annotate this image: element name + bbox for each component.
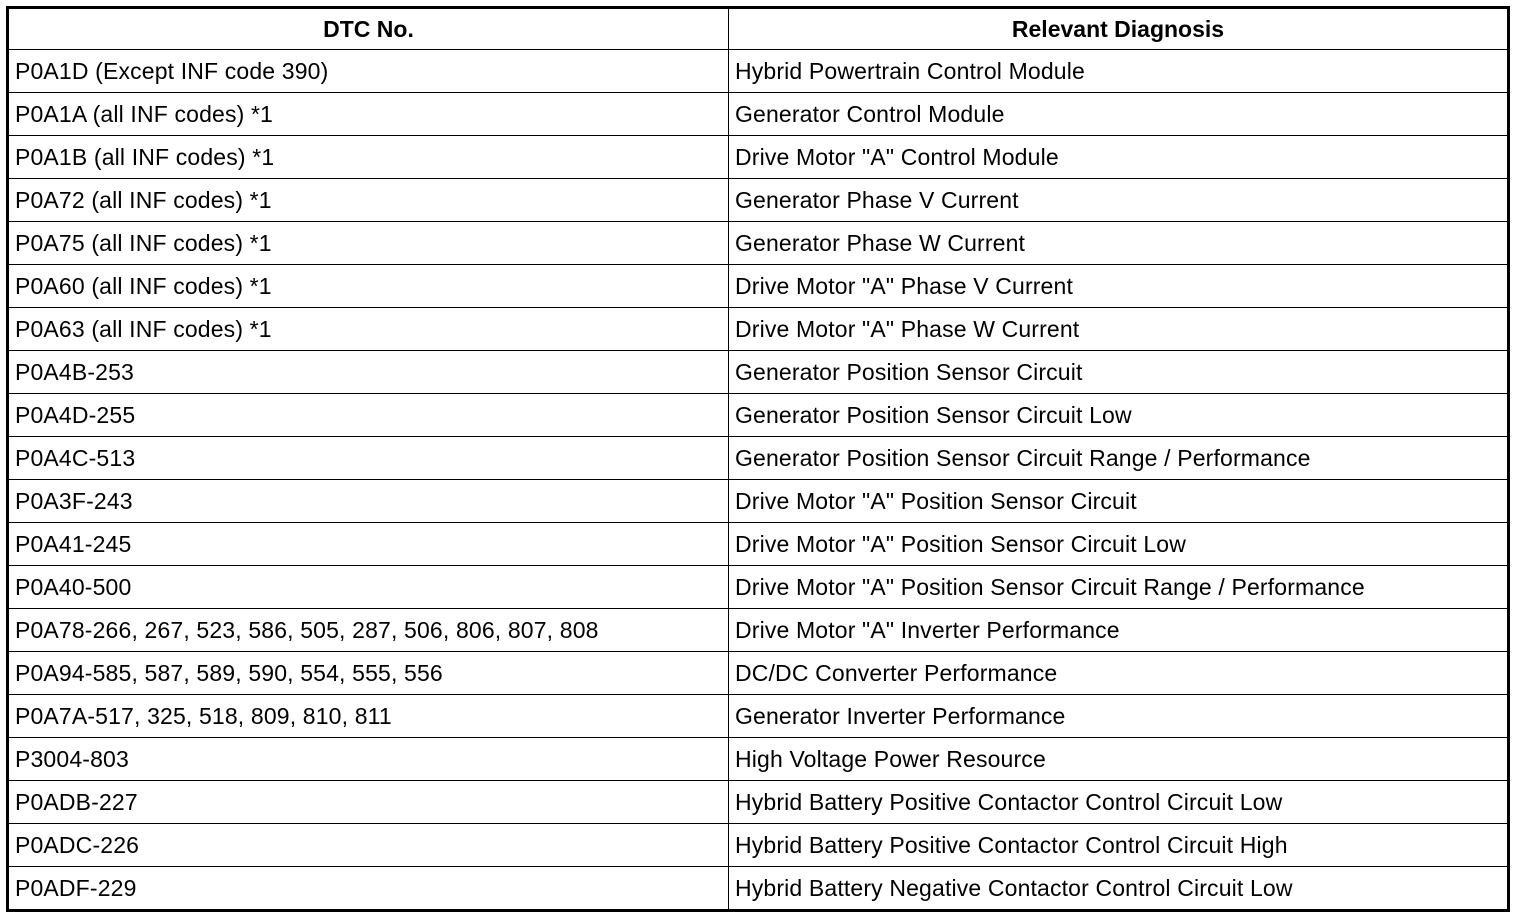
dtc-cell: P0A7A-517, 325, 518, 809, 810, 811 xyxy=(8,695,729,738)
dtc-cell: P0A40-500 xyxy=(8,566,729,609)
dtc-cell: P0A4B-253 xyxy=(8,351,729,394)
table-row xyxy=(8,394,1509,437)
dtc-cell: P0A41-245 xyxy=(8,523,729,566)
dtc-cell: P0ADC-226 xyxy=(8,824,729,867)
table-row xyxy=(8,93,1509,136)
header-dtc-number: DTC No. xyxy=(8,8,729,50)
diagnosis-cell: Generator Phase W Current xyxy=(729,222,1509,265)
dtc-cell: P0A1B (all INF codes) *1 xyxy=(8,136,729,179)
dtc-cell: P0ADF-229 xyxy=(8,867,729,911)
header-row xyxy=(8,8,1509,50)
table-row xyxy=(8,566,1509,609)
diagnosis-cell: High Voltage Power Resource xyxy=(729,738,1509,781)
diagnosis-cell: Drive Motor "A" Control Module xyxy=(729,136,1509,179)
table-row xyxy=(8,609,1509,652)
dtc-diagnosis-table xyxy=(6,6,1510,912)
table-row xyxy=(8,480,1509,523)
table-row xyxy=(8,781,1509,824)
diagnosis-cell: Generator Position Sensor Circuit Range / Performance xyxy=(729,437,1509,480)
table-row xyxy=(8,351,1509,394)
diagnosis-cell: Drive Motor "A" Position Sensor Circuit Range / Performance xyxy=(729,566,1509,609)
diagnosis-cell: Generator Position Sensor Circuit xyxy=(729,351,1509,394)
table-row xyxy=(8,136,1509,179)
diagnosis-cell: Drive Motor "A" Position Sensor Circuit Low xyxy=(729,523,1509,566)
dtc-cell: P0A60 (all INF codes) *1 xyxy=(8,265,729,308)
diagnosis-cell: Generator Position Sensor Circuit Low xyxy=(729,394,1509,437)
dtc-cell: P3004-803 xyxy=(8,738,729,781)
dtc-cell: P0A94-585, 587, 589, 590, 554, 555, 556 xyxy=(8,652,729,695)
diagnosis-cell: Hybrid Battery Negative Contactor Control Circuit Low xyxy=(729,867,1509,911)
table-row xyxy=(8,437,1509,480)
table-row xyxy=(8,738,1509,781)
dtc-cell: P0A75 (all INF codes) *1 xyxy=(8,222,729,265)
dtc-cell: P0A1D (Except INF code 390) xyxy=(8,50,729,93)
diagnosis-cell: Drive Motor "A" Phase V Current xyxy=(729,265,1509,308)
dtc-cell: P0ADB-227 xyxy=(8,781,729,824)
diagnosis-cell: Hybrid Powertrain Control Module xyxy=(729,50,1509,93)
diagnosis-cell: Hybrid Battery Positive Contactor Control Circuit High xyxy=(729,824,1509,867)
dtc-cell: P0A4C-513 xyxy=(8,437,729,480)
table-row xyxy=(8,265,1509,308)
diagnosis-cell: Drive Motor "A" Inverter Performance xyxy=(729,609,1509,652)
diagnosis-cell: Drive Motor "A" Phase W Current xyxy=(729,308,1509,351)
dtc-cell: P0A4D-255 xyxy=(8,394,729,437)
table-row xyxy=(8,523,1509,566)
dtc-cell: P0A63 (all INF codes) *1 xyxy=(8,308,729,351)
table-row xyxy=(8,179,1509,222)
diagnosis-cell: DC/DC Converter Performance xyxy=(729,652,1509,695)
dtc-cell: P0A78-266, 267, 523, 586, 505, 287, 506, 806, 807, 808 xyxy=(8,609,729,652)
diagnosis-cell: Generator Phase V Current xyxy=(729,179,1509,222)
diagnosis-cell: Generator Control Module xyxy=(729,93,1509,136)
table-row xyxy=(8,867,1509,911)
table-body xyxy=(8,50,1509,911)
dtc-cell: P0A3F-243 xyxy=(8,480,729,523)
table-row xyxy=(8,652,1509,695)
header-relevant-diagnosis: Relevant Diagnosis xyxy=(729,8,1509,50)
table-row xyxy=(8,308,1509,351)
diagnosis-cell: Generator Inverter Performance xyxy=(729,695,1509,738)
table-row xyxy=(8,50,1509,93)
dtc-cell: P0A1A (all INF codes) *1 xyxy=(8,93,729,136)
diagnosis-cell: Drive Motor "A" Position Sensor Circuit xyxy=(729,480,1509,523)
table-row xyxy=(8,222,1509,265)
table-row xyxy=(8,824,1509,867)
dtc-cell: P0A72 (all INF codes) *1 xyxy=(8,179,729,222)
table-header xyxy=(8,8,1509,50)
table-row xyxy=(8,695,1509,738)
diagnosis-cell: Hybrid Battery Positive Contactor Control Circuit Low xyxy=(729,781,1509,824)
